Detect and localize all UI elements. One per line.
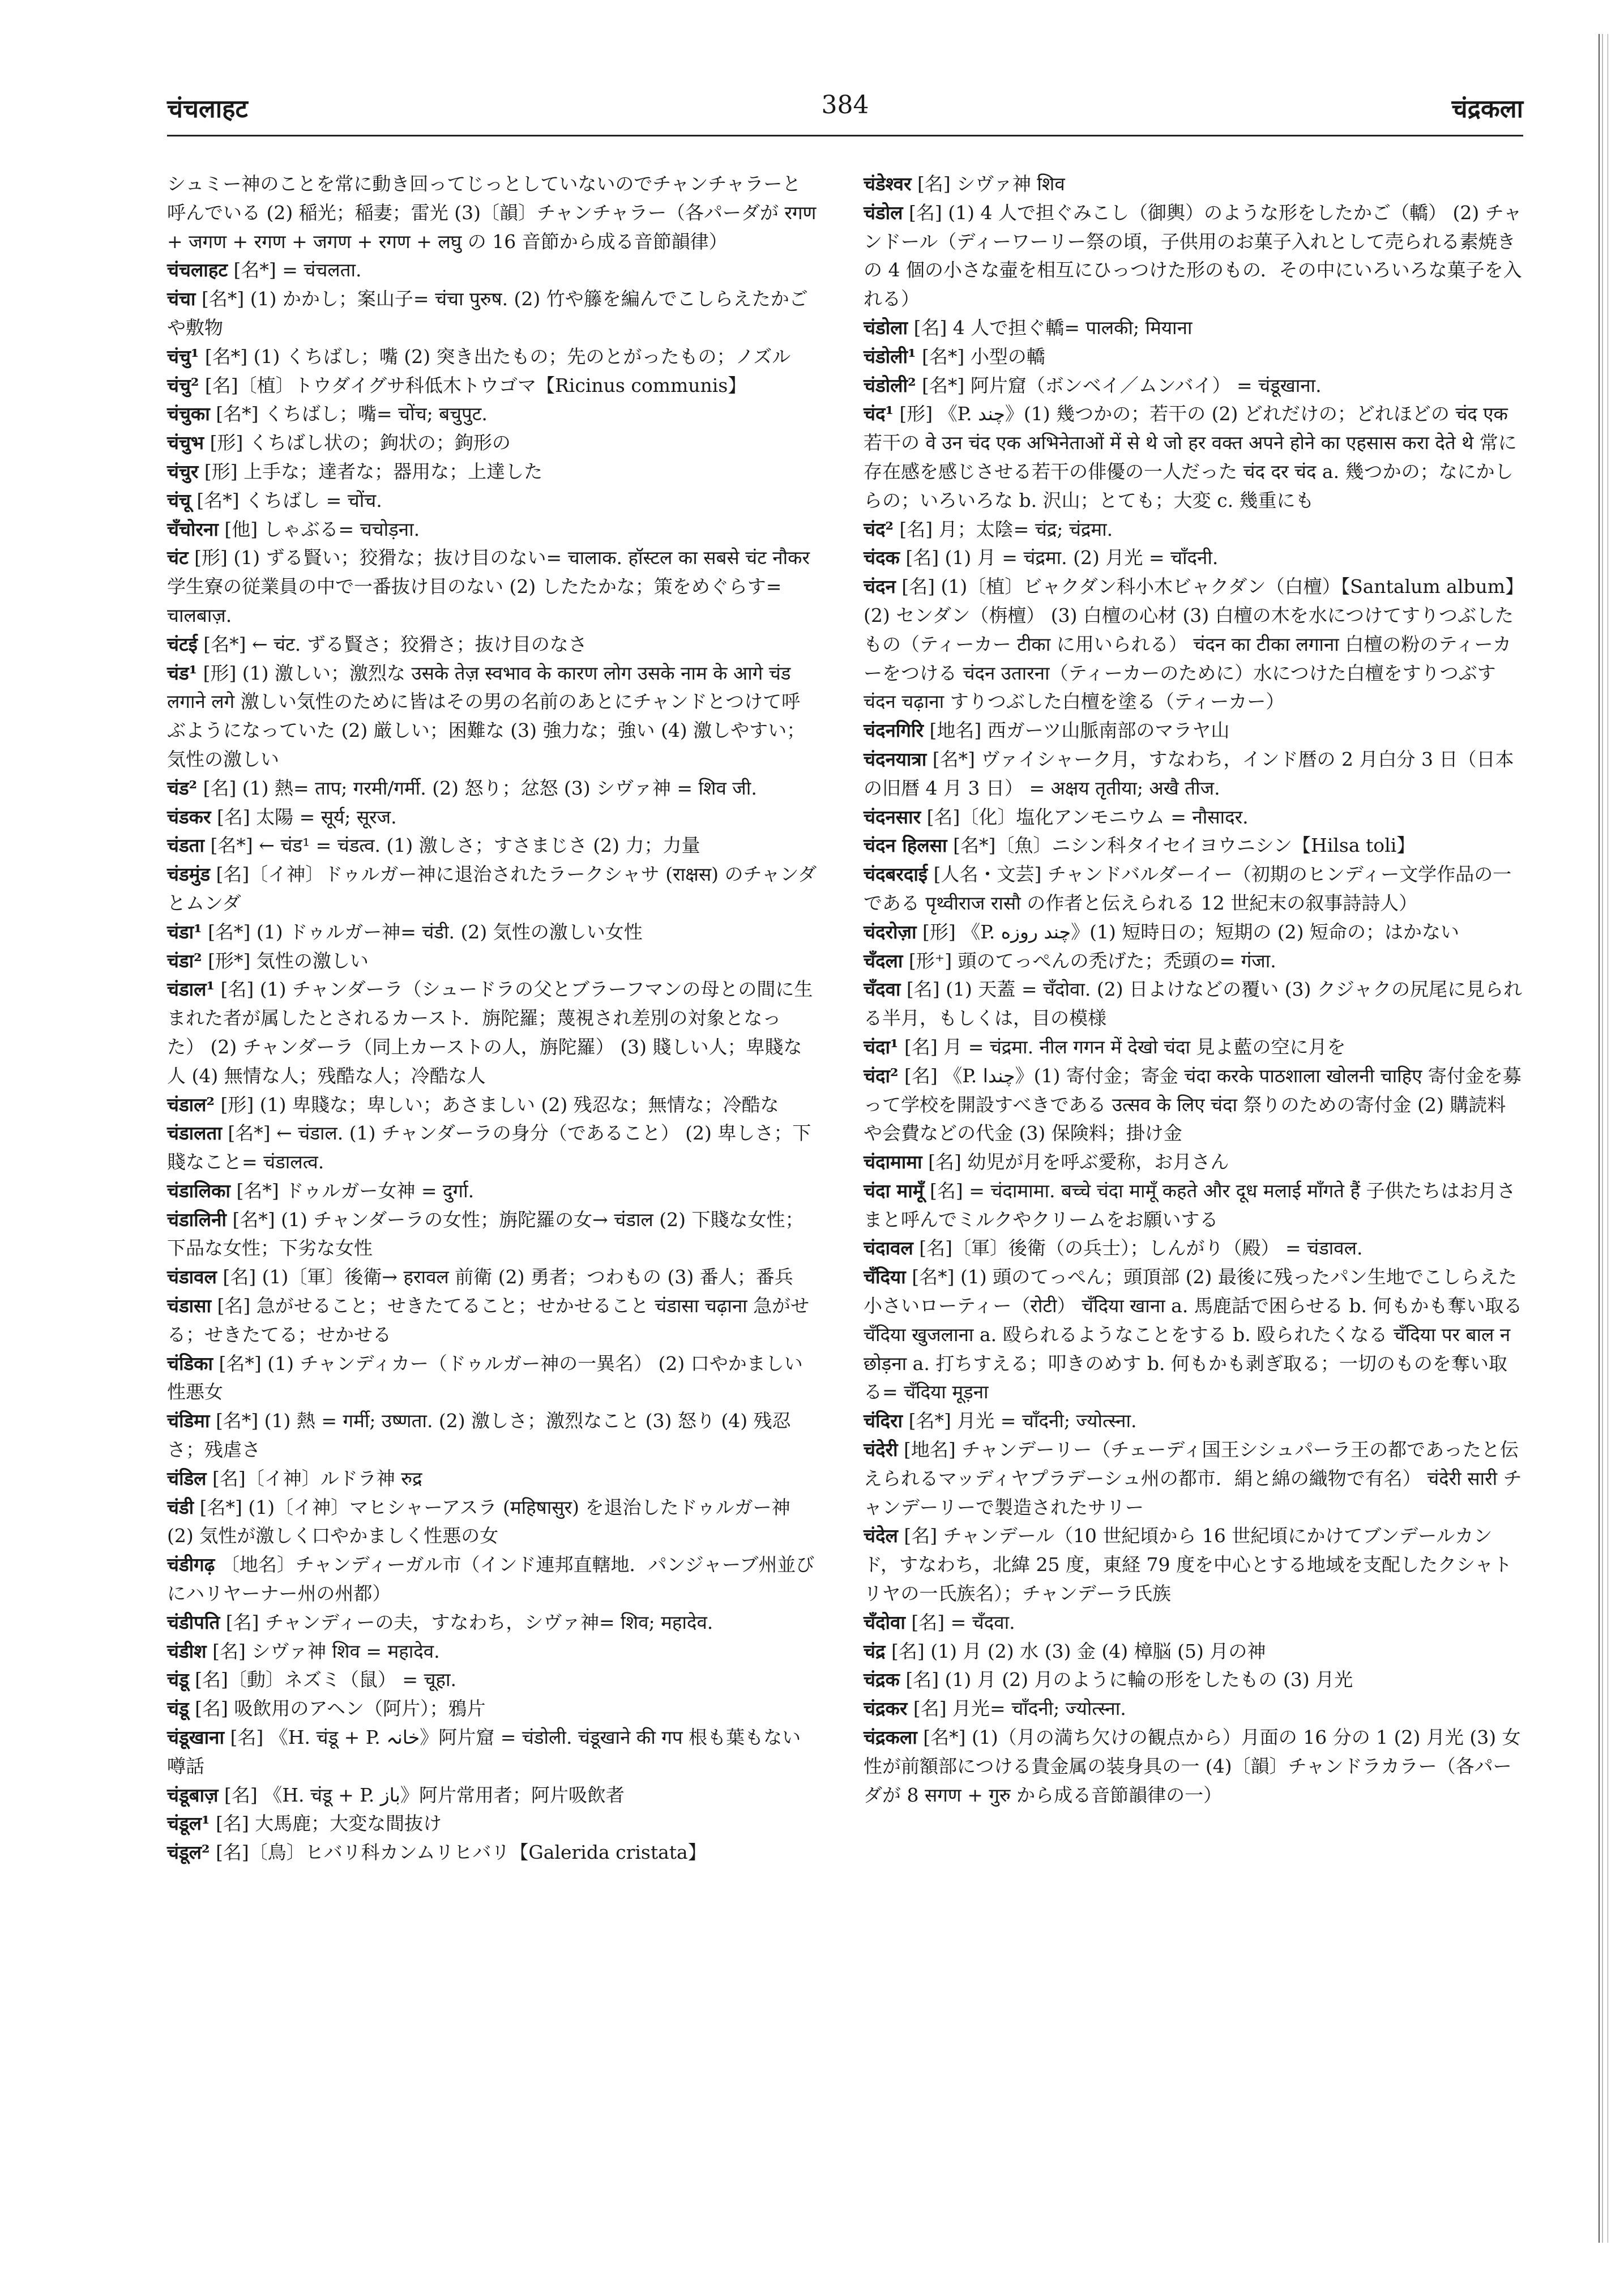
headword: चँचोरना — [167, 518, 219, 540]
headword: चंडालिनी — [167, 1208, 226, 1231]
headword: चँदिया — [864, 1266, 906, 1288]
headword: चंदक — [864, 547, 900, 569]
dictionary-entry — [167, 1091, 818, 1120]
definition: [名] 4 人で担ぐ轎= पालकी; मियाना — [908, 316, 1193, 339]
headword: चंदन — [864, 575, 896, 598]
headword: चंद² — [864, 518, 894, 540]
definition: [名*] (1) チャンダーラの女性；旃陀羅の女→ चंडाल (2) 下賤な女性；下品な女性；下劣な女性 — [167, 1208, 804, 1260]
dictionary-entry — [167, 515, 818, 544]
definition: [名*] (1)〔イ神〕マヒシャーアスラ (महिषासुर) を退治したドゥルガー神 (2) 気性が激しく口やかましく性悪の女 — [167, 1496, 790, 1547]
headword: चंडोल — [864, 201, 903, 224]
dictionary-entry — [167, 1206, 818, 1264]
dictionary-entry — [167, 1263, 818, 1292]
definition: [形] 《P. چند روزه》(1) 短時日の；短期の (2) 短命の；はかない — [916, 920, 1460, 943]
definition: [名*] くちばし = चोंच. — [190, 489, 382, 511]
headword: चंदा² — [864, 1064, 899, 1087]
definition: [形] (1) ずる賢い；狡猾な；抜け目のない= चालाक. हॉस्टल का सबसे चंट नौकर 学生寮の従業員の中で一番抜け目のない (2) したたかな；策をめぐらす= चालबाज़. — [167, 547, 810, 626]
dictionary-entry — [167, 1838, 818, 1867]
dictionary-entry — [864, 1695, 1523, 1723]
headword: चंदबरदाई — [864, 863, 928, 886]
dictionary-entry — [167, 285, 818, 343]
definition: [人名・文芸] チャンドバルダーイー（初期のヒンディー文学作品の一である पृथ्वीराज रासौ の作者と伝えられる 12 世紀末の叙事詩詩人） — [864, 863, 1512, 914]
page-edge-binding — [1599, 34, 1608, 2243]
definition: [名*] (1)（月の満ち欠けの観点から）月面の 16 分の 1 (2) 月光 (3) 女性が前額部につける貴金属の装身具の一 (4)〔韻〕チャンドラカラー（各パーダが 8 सगण + गुरु から成る音節韻律の一） — [864, 1726, 1521, 1806]
dictionary-entry — [864, 1637, 1523, 1666]
dictionary-entry — [864, 1234, 1523, 1263]
headword: चंदा¹ — [864, 1035, 899, 1058]
dictionary-entry — [864, 343, 1523, 372]
definition: [名]〔イ神〕ドゥルガー神に退治されたラークシャサ (राक्षस) のチャンダとムンダ — [167, 863, 817, 914]
definition: [形] (1) 卑賤な；卑しい；あさましい (2) 残忍な；無情な；冷酷な — [215, 1093, 779, 1116]
headword: चंद्रकला — [864, 1726, 917, 1749]
headword: चंडालिका — [167, 1179, 230, 1202]
dictionary-entry — [864, 1407, 1523, 1436]
dictionary-entry — [864, 1436, 1523, 1522]
headword: चंडा² — [167, 949, 202, 972]
dictionary-entry — [864, 1522, 1523, 1608]
dictionary-entry — [167, 1407, 818, 1465]
definition: [地名] 西ガーツ山脈南部のマラヤ山 — [923, 719, 1230, 742]
definition: [名] 吸飲用のアヘン（阿片）；鴉片 — [189, 1697, 486, 1720]
right-guide-word: चंद्रकला — [1451, 95, 1523, 123]
dictionary-entry — [167, 256, 818, 285]
definition: [形] 《P. چند》(1) 幾つかの；若干の (2) どれだけの；どれほどの चंद एक 若干の वे उन चंद एक अभिनेताओं में से थे जो हर वक्त अपने होने का एहसास करा देते थे 常に存在感を感じさせる若干の俳優の一人だった चंद दर चंद a. 幾つかの；なにかしらの；いろいろな b. 沢山；とても；大変 c. 幾重にも — [864, 403, 1517, 511]
dictionary-entry — [864, 860, 1523, 918]
headword: चंडीगढ़ — [167, 1553, 215, 1576]
definition: [名*] 阿片窟（ボンベイ／ムンバイ） = चंडूखाना. — [916, 374, 1322, 396]
definition: [名]〔化〕塩化アンモニウム = नौसादर. — [921, 805, 1249, 828]
definition: [名*] (1) 頭のてっぺん；頭頂部 (2) 最後に残ったパン生地でこしらえた小さいローティー（रोटी） चँदिया खाना a. 馬鹿話で困らせる b. 何もかも奪い取る चँदिया खुजलाना a. 殴られるようなことをする b. 殴られたくなる चँदिया पर बाल न छोड़ना a. 打ちすえる；叩きのめす b. 何もかも剥ぎ取る；一切のものを奪い取る= चँदिया मूड़ना — [864, 1266, 1523, 1403]
dictionary-entry — [167, 1119, 818, 1177]
dictionary-entry — [864, 170, 1523, 199]
definition: [名] 《H. चंडू + P. باز》阿片常用者；阿片吸飲者 — [218, 1783, 625, 1806]
dictionary-entry — [864, 1263, 1523, 1407]
dictionary-entry — [864, 975, 1523, 1033]
dictionary-entry — [864, 831, 1523, 860]
definition: [名] (1) チャンダーラ（シュードラの父とブラーフマンの母との間に生まれた者が属したとされるカースト．旃陀羅；蔑視され差別の対象となった） (2) チャンダーラ（同上カーストの人，旃陀羅） (3) 賤しい人；卑賤な人 (4) 無情な人；残酷な人；冷酷な人 — [167, 978, 813, 1087]
definition: [名] (1) 月 = चंद्रमा. (2) 月光 = चाँदनी. — [899, 547, 1219, 569]
definition: [名] シヴァ神 शिव — [911, 173, 1065, 195]
dictionary-entry — [167, 1350, 818, 1407]
dictionary-entry — [167, 1695, 818, 1723]
headword: चंडाल² — [167, 1093, 215, 1116]
headword: चंचलाहट — [167, 259, 228, 281]
headword: चंदनयात्रा — [864, 748, 927, 770]
definition: [名] (1) 月 (2) 水 (3) 金 (4) 樟脳 (5) 月の神 — [885, 1640, 1266, 1662]
headword: चँदला — [864, 949, 903, 972]
headword: चंडता — [167, 834, 204, 857]
dictionary-entry — [864, 1148, 1523, 1177]
dictionary-entry — [864, 947, 1523, 976]
definition: [名]〔イ神〕ルドラ神 रुद्र — [206, 1467, 422, 1489]
headword: चँदवा — [864, 978, 901, 1001]
definition: [名*] 月光 = चाँदनी; ज्योत्स्ना. — [903, 1410, 1137, 1432]
headword: चंडाल¹ — [167, 978, 215, 1001]
dictionary-entry — [864, 716, 1523, 745]
definition: [名] シヴァ神 शिव = महादेव. — [206, 1640, 440, 1662]
dictionary-entry — [864, 573, 1523, 716]
headword: चंड¹ — [167, 661, 198, 684]
definition: [形⁺] 頭のてっぺんの禿げた；禿頭の= गंजा. — [903, 949, 1276, 972]
definition: [名*] ← चंट. ずる賢さ；狡猾さ；抜け目のなさ — [197, 633, 587, 655]
dictionary-entry — [167, 1551, 818, 1608]
dictionary-entry — [864, 544, 1523, 573]
dictionary-entry — [167, 1637, 818, 1666]
definition: [名]〔軍〕後衛（の兵士）；しんがり（殿） = चंडावल. — [913, 1237, 1363, 1260]
dictionary-entry — [864, 314, 1523, 343]
dictionary-entry — [864, 515, 1523, 544]
definition: [名*] ヴァイシャーク月，すなわち，インド暦の 2 月白分 3 日（日本の旧暦 4 月 3 日） = अक्षय तृतीया; अखै तीज. — [864, 748, 1514, 799]
dictionary-entry — [167, 458, 818, 486]
dictionary-entry — [167, 630, 818, 659]
headword: चंडी — [167, 1496, 194, 1518]
headword: चंदन हिलसा — [864, 834, 947, 857]
headword: चंडूल¹ — [167, 1812, 210, 1835]
headword: चंचु² — [167, 374, 199, 396]
headword: चंडूल² — [167, 1841, 210, 1864]
dictionary-entry — [167, 975, 818, 1090]
dictionary-entry — [864, 199, 1523, 314]
dictionary-entry — [167, 918, 818, 947]
headword: चंडावल — [167, 1266, 217, 1288]
dictionary-entry — [167, 1177, 818, 1206]
definition: [名*] ← चंड¹ = चंडत्व. (1) 激しさ；すさまじさ (2) 力；力量 — [204, 834, 700, 857]
dictionary-entry — [167, 429, 818, 458]
headword: चंडमुंड — [167, 863, 210, 886]
definition: [名*] ← चंडाल. (1) チャンダーラの身分（であること） (2) 卑しさ；下賤なこと= चंडालत्व. — [167, 1122, 811, 1173]
headword: चंडूबाज़ — [167, 1783, 219, 1806]
definition: [名] 月；太陰= चंद्र; चंद्रमा. — [893, 518, 1113, 540]
dictionary-entry — [864, 1666, 1523, 1695]
headword: चंचू — [167, 489, 191, 511]
definition: [名] 幼児が月を呼ぶ愛称，お月さん — [922, 1151, 1229, 1173]
definition: [名*]〔魚〕ニシン科タイセイヨウニシン【Hilsa toli】 — [947, 834, 1416, 857]
headword: चंट — [167, 547, 189, 569]
header-rule — [167, 135, 1523, 136]
headword: चंदनगिरि — [864, 719, 924, 742]
headword: चंडिका — [167, 1352, 213, 1375]
headword: चंचा — [167, 288, 196, 310]
definition: 〔地名〕チャンディーガル市（インド連邦直轄地．パンジャーブ州並びにハリヤーナー州の州都） — [167, 1553, 815, 1605]
definition: [名] 急がせること；せきたてること；せかせること चंडासा चढ़ाना 急がせる；せきたてる；せかせる — [167, 1295, 810, 1346]
definition: シュミー神のことを常に動き回ってじっとしていないのでチャンチャラーと呼んでいる (2) 稲光；稲妻；雷光 (3)〔韻〕チャンチャラー（各パーダが रगण + जगण + रगण + जगण + रगण + लघु の 16 音節から成る音節韻律） — [167, 173, 817, 253]
headword: चंडू — [167, 1668, 189, 1691]
headword: चंडोली¹ — [864, 345, 916, 368]
headword: चंदामामा — [864, 1151, 922, 1173]
headword: चंडिमा — [167, 1410, 210, 1432]
definition: [他] しゃぶる= चचोड़ना. — [218, 518, 420, 540]
definition: [名] (1)〔軍〕後衛→ हरावल 前衛 (2) 勇者；つわもの (3) 番人；番兵 — [216, 1266, 793, 1288]
dictionary-entry — [864, 1177, 1523, 1235]
headword: चंदिरा — [864, 1410, 903, 1432]
definition: [名] (1)〔植〕ビャクダン科小木ビャクダン（白檀）【Santalum album】(2) センダン（栴檀） (3) 白檀の心材 (3) 白檀の木を水につけてすりつぶしたもの（ティーカー टीका に用いられる） चंदन का टीका लगाना 白檀の粉のティーカーをつける चंदन उतारना（ティーカーのために）水につけた白檀をすりつぶす चंदन चढ़ाना すりつぶした白檀を塗る（ティーカー） — [864, 575, 1515, 713]
definition: [名] = चंदामामा. बच्चे चंदा मामूँ कहते और दूध मलाई माँगते हैं 子供たちはお月さまと呼んでミルクやクリームをお願いする — [864, 1179, 1516, 1231]
dictionary-entry — [167, 947, 818, 976]
definition: [名] = चँदवा. — [905, 1611, 1015, 1633]
definition: [名] 月光= चाँदनी; ज्योत्स्ना. — [907, 1697, 1126, 1720]
dictionary-entry — [167, 1666, 818, 1695]
headword: चंचु¹ — [167, 345, 199, 368]
definition: [形] (1) 激しい；激烈な उसके तेज़ स्वभाव के कारण लोग उसके नाम के आगे चंड लगाने लगे 激しい気性のために皆はその男の名前のあとにチャンドとつけて呼ぶようになっていた (2) 厳しい；困難な (3) 強力な；強い (4) 激しやすい；気性の激しい — [167, 661, 806, 770]
dictionary-entry — [864, 1033, 1523, 1062]
dictionary-entry — [864, 1723, 1523, 1809]
page-number: 384 — [821, 91, 869, 119]
dictionary-entry — [864, 400, 1523, 515]
headword: चंडासा — [167, 1295, 212, 1317]
right-column — [864, 170, 1523, 1809]
definition: [名] チャンディーの夫，すなわち，シヴァ神= शिव; महादेव. — [220, 1611, 713, 1633]
dictionary-entry — [864, 918, 1523, 947]
dictionary-entry — [864, 1608, 1523, 1637]
definition: [形] 上手な；達者な；器用な；上達した — [198, 460, 543, 483]
dictionary-entry — [167, 1781, 818, 1810]
dictionary-entry — [167, 1608, 818, 1637]
definition: [名] 大馬鹿；大変な間抜け — [210, 1812, 442, 1835]
dictionary-entry — [864, 745, 1523, 803]
headword: चंडोला — [864, 316, 908, 339]
left-guide-word: चंचलाहट — [167, 95, 248, 123]
definition: [名] チャンデール（10 世紀頃から 16 世紀頃にかけてブンデールカンド，すなわち，北緯 25 度，東経 79 度を中心とする地域を支配したクシャトリヤの一氏族名）；チャンデーラ氏族 — [864, 1525, 1512, 1605]
dictionary-entry — [167, 831, 818, 860]
headword: चंदावल — [864, 1237, 913, 1260]
definition: [名] (1) 天蓋 = चँदोवा. (2) 日よけなどの覆い (3) クジャクの尻尾に見られる半月，もしくは，目の模様 — [864, 978, 1523, 1030]
headword: चंड² — [167, 776, 198, 799]
headword: चंचुर — [167, 460, 199, 483]
definition: [形*] 気性の激しい — [202, 949, 369, 972]
headword: चंदनसार — [864, 805, 921, 828]
page-header — [167, 91, 1523, 136]
dictionary-entry — [167, 1292, 818, 1350]
definition: [地名] チャンデーリー（チェーディ国王シシュパーラ王の都であったと伝えられるマッディヤプラデーシュ州の都市．絹と綿の織物で有名） चंदेरी सारी チャンデーリーで製造されたサリー — [864, 1439, 1522, 1518]
definition: [名]〔鳥〕ヒバリ科カンムリヒバリ【Galerida cristata】 — [210, 1841, 707, 1864]
headword: चंदेरी — [864, 1439, 898, 1461]
definition: [名] 月 = चंद्रमा. नील गगन में देखो चंदा 見よ藍の空に月を — [898, 1035, 1346, 1058]
headword: चंडालता — [167, 1122, 222, 1145]
headword: चंद्रकर — [864, 1697, 908, 1720]
dictionary-entry — [864, 372, 1523, 400]
definition: [名] (1) 4 人で担ぐみこし（御輿）のような形をしたかご（轎） (2) チャンドール（ディーワーリー祭の頃，子供用のお菓子入れとして売られる素焼きの 4 個の小さな壷を相互にひっつけた形のもの．その中にいろいろな菓子を入れる） — [864, 201, 1522, 310]
headword: चंडीश — [167, 1640, 207, 1662]
definition: [名*] (1) ドゥルガー神= चंडी. (2) 気性の激しい女性 — [202, 920, 643, 943]
headword: चंडूखाना — [167, 1726, 225, 1749]
headword: चंद्रक — [864, 1668, 900, 1691]
headword: चंदा मामूँ — [864, 1179, 924, 1202]
headword: चंडा¹ — [167, 920, 202, 943]
headword: चँदोवा — [864, 1611, 905, 1633]
definition: [名*] くちばし；嘴= चोंच; बचुपुट. — [210, 403, 488, 425]
definition: [名*] (1) かかし；案山子= चंचा पुरुष. (2) 竹や籐を編んでこしらえたかごや敷物 — [167, 288, 808, 339]
definition: [名] 《P. چندا》(1) 寄付金；寄金 चंदा करके पाठशाला खोलनी चाहिए 寄付金を募って学校を開設すべきである उत्सव के लिए चंदा 祭りのための寄付金 (2) 購読料や会費などの代金 (3) 保険料；掛け金 — [864, 1064, 1522, 1145]
definition: [名*] (1) チャンディカー（ドゥルガー神の一異名） (2) 口やかましい性悪女 — [167, 1352, 803, 1403]
headword: चंडिल — [167, 1467, 207, 1489]
headword: चंदरोज़ा — [864, 920, 917, 943]
left-column — [167, 170, 818, 1867]
definition: [名] (1) 月 (2) 月のように輪の形をしたもの (3) 月光 — [899, 1668, 1353, 1691]
dictionary-entry — [167, 170, 818, 256]
dictionary-entry — [167, 1723, 818, 1781]
dictionary-entry — [167, 659, 818, 774]
dictionary-entry — [167, 774, 818, 803]
headword: चंडू — [167, 1697, 189, 1720]
dictionary-entry — [167, 400, 818, 429]
dictionary-entry — [167, 803, 818, 832]
definition: [名*] ドゥルガー女神 = दुर्गा. — [230, 1179, 475, 1202]
definition: [名]〔植〕トウダイグサ科低木トウゴマ【Ricinus communis】 — [199, 374, 747, 396]
dictionary-entry — [864, 1062, 1523, 1148]
headword: चंडोली² — [864, 374, 916, 396]
definition: [形] くちばし状の；鉤状の；鉤形の — [204, 432, 511, 454]
headword: चंडकर — [167, 805, 211, 828]
dictionary-entry — [167, 1809, 818, 1838]
definition: [名*] (1) 熱 = गर्मी; उष्णता. (2) 激しさ；激烈なこと (3) 怒り (4) 残忍さ；残虐さ — [167, 1410, 791, 1461]
headword: चंडीपति — [167, 1611, 220, 1633]
definition: [名]〔動〕ネズミ（鼠） = चूहा. — [189, 1668, 457, 1691]
headword: चंचुभ — [167, 432, 204, 454]
dictionary-entry — [167, 1465, 818, 1493]
headword: चंदेल — [864, 1525, 898, 1547]
headword: चंद¹ — [864, 403, 894, 425]
definition: [名*] 小型の轎 — [916, 345, 1045, 368]
dictionary-entry — [167, 343, 818, 372]
headword: चंडेश्वर — [864, 173, 912, 195]
headword: चंद्र — [864, 1640, 886, 1662]
dictionary-entry — [167, 1493, 818, 1551]
definition: [名*] (1) くちばし；嘴 (2) 突き出たもの；先のとがったもの；ノズル — [199, 345, 791, 368]
dictionary-entry — [167, 544, 818, 630]
headword: चंटई — [167, 633, 198, 655]
dictionary-entry — [167, 860, 818, 918]
definition: [名*] = चंचलता. — [228, 259, 362, 281]
definition: [名] 《H. चंडू + P. خانہ》阿片窟 = चंडोली. चंडूखाने की गप 根も葉もない噂話 — [167, 1726, 801, 1777]
dictionary-entry — [167, 372, 818, 400]
dictionary-entry — [864, 803, 1523, 832]
definition: [名] 太陽 = सूर्य; सूरज. — [211, 805, 397, 828]
headword: चंचुका — [167, 403, 210, 425]
definition: [名] (1) 熱= ताप; गरमी/गर्मी. (2) 怒り；忿怒 (3) シヴァ神 = शिव जी. — [197, 776, 757, 799]
dictionary-entry — [167, 486, 818, 515]
